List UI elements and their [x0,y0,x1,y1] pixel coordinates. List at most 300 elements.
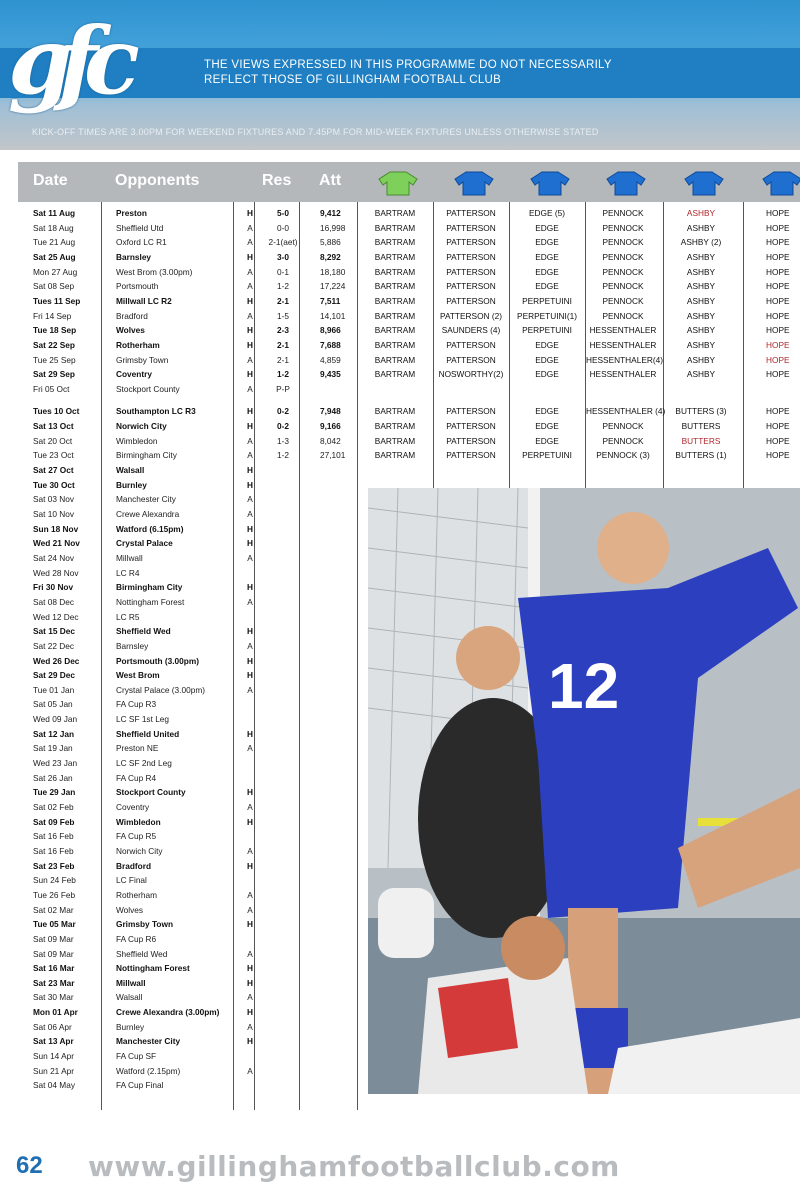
fixture-date: Sun 24 Feb [33,875,76,886]
fixture-venue: H [247,860,253,871]
fixture-attendance: 9,412 [320,208,341,218]
player-name: HOPE [766,339,790,350]
player-name: PENNOCK [602,295,644,306]
player-name: BUTTERS (1) [675,450,727,461]
player-name: ASHBY [686,339,716,350]
fixture-venue: A [247,743,253,754]
fixture-venue: H [247,787,253,798]
player-name: EDGE [535,406,559,417]
fixture-opponent: Sheffield Wed [116,948,168,959]
fixture-date: Sat 25 Aug [33,251,76,262]
fixture-date: Sun 18 Nov [33,523,79,534]
fixture-opponent: Manchester City [116,1036,181,1047]
fixture-opponent: Portsmouth (3.00pm) [116,655,199,666]
fixture-row [18,447,800,462]
fixture-date: Sat 05 Jan [33,699,73,710]
fixture-opponent: Barnsley [116,251,152,262]
outfield-shirt-icon [454,170,494,196]
fixture-venue: A [247,383,253,394]
fixture-result: 2-1 [277,339,289,350]
fixture-opponent: Crystal Palace [116,538,173,549]
fixture-opponent: Coventry [116,369,152,380]
player-name: HESSENTHALER [589,369,657,380]
fixture-date: Sun 14 Apr [33,1051,75,1062]
player-name: ASHBY [686,369,716,380]
fixture-date: Sat 13 Apr [33,1036,74,1047]
fixture-date: Sat 04 May [33,1080,75,1091]
fixture-date: Sat 13 Oct [33,421,74,432]
fixture-opponent: Bradford [116,860,152,871]
fixture-date: Wed 26 Dec [33,655,80,666]
player-name: PENNOCK [602,435,644,446]
fixture-opponent: Oxford LC R1 [116,237,167,248]
fixture-row [18,249,800,264]
fixture-venue: H [247,626,253,637]
fixture-opponent: FA Cup R3 [116,699,157,710]
fixture-result: 1-2 [277,450,289,461]
player-name: PERPETUINI [522,325,572,336]
fixture-opponent: Sheffield Wed [116,626,171,637]
player-name: BARTRAM [374,354,416,365]
fixture-opponent: Walsall [116,465,145,476]
player-name: HOPE [766,354,790,365]
fixture-date: Fri 30 Nov [33,582,74,593]
fixture-date: Sat 06 Apr [33,1021,72,1032]
fixture-venue: A [247,596,253,607]
fixture-opponent: FA Cup Final [116,1080,164,1091]
player-name: ASHBY [686,208,716,218]
player-name: HESSENTHALER(4) [586,354,663,365]
fixture-attendance: 18,180 [320,266,346,277]
fixture-date: Sat 16 Feb [33,831,74,842]
outfield-shirt-icon [606,170,646,196]
disclaimer-line-1: THE VIEWS EXPRESSED IN THIS PROGRAMME DO NOT NECESSARILY [204,59,612,71]
fixture-opponent: Norwich City [116,845,163,856]
player-name: EDGE [535,421,559,432]
fixture-date: Sat 09 Mar [33,948,74,959]
fixture-row [18,366,800,381]
fixture-opponent: Millwall [116,977,146,988]
player-name: PATTERSON [446,281,496,292]
fixture-opponent: FA Cup R4 [116,772,157,783]
player-name: BARTRAM [374,310,416,321]
fixture-venue: A [247,237,253,248]
fixture-result: 0-2 [277,406,289,417]
fixture-opponent: Norwich City [116,421,167,432]
fixture-venue: H [247,251,253,262]
player-name: BARTRAM [374,369,416,380]
player-name: EDGE [535,281,559,292]
player-name: ASHBY (2) [680,237,722,248]
fixture-result: 1-2 [277,369,289,380]
player-name: BARTRAM [374,339,416,350]
fixture-venue: H [247,406,253,417]
player-name: EDGE [535,435,559,446]
player-name: HOPE [766,421,790,432]
player-name: PATTERSON [446,251,496,262]
fixture-venue: H [247,1007,253,1018]
fixture-venue: H [247,339,253,350]
fixture-result: P-P [276,383,290,394]
player-name: ASHBY [686,281,716,292]
fixture-opponent: Millwall [116,552,143,563]
player-name: HOPE [766,435,790,446]
fixture-row [18,462,800,477]
player-name: BUTTERS (3) [675,406,727,417]
fixture-venue: H [247,977,253,988]
fixture-date: Sat 16 Mar [33,963,75,974]
fixture-date: Tue 23 Oct [33,450,74,461]
fixture-opponent: Watford (2.15pm) [116,1065,181,1076]
fixture-date: Tues 11 Sep [33,295,81,306]
fixture-venue: A [247,354,253,365]
fixture-venue: A [247,640,253,651]
fixture-result: 2-1 [277,354,289,365]
fixture-opponent: Crewe Alexandra (3.00pm) [116,1007,220,1018]
outfield-shirt-icon [762,170,800,196]
fixture-result: 1-3 [277,435,289,446]
fixture-venue: A [247,802,253,812]
fixture-venue: H [247,919,253,930]
fixture-date: Sun 21 Apr [33,1065,75,1076]
fixture-venue: A [247,1021,253,1032]
player-name: BUTTERS [681,435,721,446]
fixture-row [18,418,800,433]
fixture-venue: H [247,479,253,490]
fixture-result: 3-0 [277,251,289,262]
fixture-opponent: Bradford [116,310,148,321]
fixture-venue: A [247,845,253,856]
fixtures-table-header [18,162,800,202]
fixture-venue: H [247,325,253,336]
fixture-result: 1-5 [277,310,289,321]
fixture-venue: H [247,523,253,534]
fixture-opponent: Watford (6.15pm) [116,523,184,534]
player-name: HESSENTHALER [589,325,657,336]
player-name: PATTERSON [446,237,496,248]
fixture-venue: A [247,992,253,1003]
fixture-venue: A [247,222,253,233]
fixture-opponent: Birmingham City [116,450,177,461]
fixture-opponent: Millwall LC R2 [116,295,172,306]
player-name: PENNOCK [602,251,644,262]
fixture-attendance: 14,101 [320,310,346,321]
fixture-opponent: LC SF 1st Leg [116,714,170,725]
fixture-date: Sat 03 Nov [33,494,75,505]
player-name: HOPE [766,222,790,233]
fixture-opponent: Manchester City [116,494,176,505]
player-name: EDGE [535,237,559,248]
fixture-date: Sat 08 Dec [33,596,75,607]
fixture-opponent: Burnley [116,1021,145,1032]
fixture-date: Sat 08 Sep [33,281,75,292]
fixture-attendance: 7,688 [320,339,341,350]
player-name: PATTERSON [446,339,496,350]
player-name: EDGE (5) [529,208,565,218]
page-footer [0,1132,800,1204]
player-name: EDGE [535,369,559,380]
player-name: PENNOCK [602,222,644,233]
player-name: BARTRAM [374,295,416,306]
player-name: ASHBY [686,325,716,336]
match-photo [368,488,800,1094]
fixture-venue: H [247,1036,253,1047]
player-name: EDGE [535,354,559,365]
fixture-date: Sat 11 Aug [33,208,76,218]
disclaimer [204,58,624,88]
player-name: EDGE [535,251,559,262]
fixture-opponent: West Brom (3.00pm) [116,266,193,277]
player-name: BARTRAM [374,450,416,461]
website-url[interactable]: www.gillinghamfootballclub.com [88,1150,620,1183]
fixture-attendance: 17,224 [320,281,346,292]
player-name: EDGE [535,266,559,277]
fixture-date: Sat 02 Feb [33,802,74,812]
fixture-attendance: 16,998 [320,222,346,233]
player-name: ASHBY [686,266,716,277]
fixture-date: Sat 30 Mar [33,992,74,1003]
fixture-venue: A [247,450,253,461]
fixture-date: Mon 01 Apr [33,1007,78,1018]
fixture-venue: A [247,684,253,695]
fixture-venue: A [247,494,253,505]
player-name: HOPE [766,281,790,292]
fixture-opponent: Stockport County [116,787,186,798]
fixture-date: Tue 21 Aug [33,237,76,248]
fixture-result: 1-2 [277,281,289,292]
fixture-date: Sat 23 Mar [33,977,75,988]
fixture-date: Sat 27 Oct [33,465,74,476]
page-header [0,0,800,150]
player-name: ASHBY [686,222,716,233]
outfield-shirt-icon [684,170,724,196]
fixture-venue: A [247,281,253,292]
player-name: ASHBY [686,354,716,365]
player-name: BARTRAM [374,406,416,417]
fixture-venue: A [247,266,253,277]
fixture-opponent: LC SF 2nd Leg [116,758,172,769]
fixture-date: Wed 21 Nov [33,538,80,549]
fixture-date: Tue 18 Sep [33,325,77,336]
player-name: ASHBY [686,310,716,321]
player-name: HOPE [766,251,790,262]
fixture-opponent: Coventry [116,802,150,812]
player-name: PERPETUINI [522,450,572,461]
player-name: PATTERSON [446,406,496,417]
player-name: BARTRAM [374,208,416,218]
player-name: HOPE [766,369,790,380]
fixture-date: Sat 12 Jan [33,728,75,739]
fixture-opponent: Crystal Palace (3.00pm) [116,684,205,695]
fixture-attendance: 27,101 [320,450,346,461]
fixture-date: Tues 10 Oct [33,406,80,417]
player-name: EDGE [535,222,559,233]
fixture-result: 0-2 [277,421,289,432]
player-name: PENNOCK [602,310,644,321]
fixture-date: Sat 19 Jan [33,743,73,754]
fixture-date: Mon 27 Aug [33,266,78,277]
player-name: HOPE [766,266,790,277]
fixture-date: Sat 16 Feb [33,845,74,856]
player-name: NOSWORTHY(2) [438,369,504,380]
fixture-venue: H [247,728,253,739]
fixture-venue: H [247,670,253,681]
player-name: BARTRAM [374,266,416,277]
fixture-opponent: Grimsby Town [116,354,169,365]
fixture-opponent: Preston NE [116,743,159,754]
fixture-venue: H [247,295,253,306]
fixture-opponent: Sheffield Utd [116,222,164,233]
fixture-row [18,337,800,352]
fixture-venue: H [247,582,253,593]
player-name: PERPETUINI [522,295,572,306]
column-att: Att [319,172,342,189]
fixture-opponent: LC R5 [116,611,140,622]
fixture-opponent: Stockport County [116,383,180,394]
fixture-attendance: 9,166 [320,421,341,432]
fixture-date: Sat 22 Sep [33,339,75,350]
outfield-shirt-icon [530,170,570,196]
fixture-row [18,293,800,308]
player-name: PENNOCK [602,281,644,292]
player-name: BARTRAM [374,237,416,248]
page-number: 62 [16,1152,43,1179]
gfc-logo: gfc [8,7,126,115]
fixture-venue: A [247,552,253,563]
fixture-attendance: 4,859 [320,354,341,365]
fixture-attendance: 9,435 [320,369,341,380]
fixture-opponent: Portsmouth [116,281,159,292]
player-name: PATTERSON [446,354,496,365]
player-name: PENNOCK (3) [596,450,650,461]
fixture-venue: A [247,889,253,900]
fixture-opponent: Rotherham [116,339,160,350]
player-name: PENNOCK [602,237,644,248]
fixture-venue: A [247,948,253,959]
player-name: HOPE [766,208,790,218]
fixture-opponent: Wimbledon [116,435,158,446]
fixture-venue: H [247,538,253,549]
fixture-venue: H [247,208,253,218]
fixture-date: Sat 29 Dec [33,670,75,681]
player-name: HOPE [766,406,790,417]
player-name: HESSENTHALER (4) [586,406,666,417]
fixture-date: Sat 18 Aug [33,222,74,233]
fixture-opponent: Rotherham [116,889,158,900]
fixture-date: Fri 05 Oct [33,383,70,394]
fixture-date: Sat 02 Mar [33,904,74,915]
player-name: PATTERSON [446,421,496,432]
fixture-result: 2-3 [277,325,289,336]
fixture-venue: H [247,369,253,380]
fixture-attendance: 7,948 [320,406,341,417]
fixture-opponent: Sheffield United [116,728,180,739]
fixture-venue: A [247,435,253,446]
match-photo-illustration [368,488,800,1094]
fixture-date: Sat 09 Feb [33,816,75,827]
fixture-row [18,308,800,323]
fixture-date: Wed 23 Jan [33,758,78,769]
fixture-opponent: Birmingham City [116,582,183,593]
fixture-venue: A [247,1065,253,1076]
fixture-attendance: 8,042 [320,435,341,446]
fixture-row [18,278,800,293]
fixture-venue: H [247,465,253,476]
fixture-opponent: Burnley [116,479,147,490]
fixture-venue: H [247,963,253,974]
fixture-venue: A [247,310,253,321]
fixture-date: Sat 26 Jan [33,772,73,783]
player-name: BARTRAM [374,435,416,446]
column-opponents: Opponents [115,172,200,189]
fixture-attendance: 8,966 [320,325,341,336]
fixture-attendance: 8,292 [320,251,341,262]
player-name: SAUNDERS (4) [441,325,501,336]
fixture-opponent: LC R4 [116,567,140,578]
player-name: BARTRAM [374,421,416,432]
player-name: HOPE [766,295,790,306]
fixture-row [18,403,800,418]
fixture-opponent: Crewe Alexandra [116,509,180,519]
fixture-result: 0-0 [277,222,289,233]
player-name: BARTRAM [374,325,416,336]
fixture-attendance: 5,886 [320,237,341,248]
fixture-venue: A [247,509,253,519]
fixture-date: Tue 30 Oct [33,479,75,490]
fixture-date: Sat 10 Nov [33,509,75,519]
fixture-date: Tue 25 Sep [33,354,76,365]
player-name: PATTERSON [446,295,496,306]
player-name: HOPE [766,325,790,336]
fixture-result: 0-1 [277,266,289,277]
fixture-date: Wed 12 Dec [33,611,79,622]
disclaimer-line-2: REFLECT THOSE OF GILLINGHAM FOOTBALL CLUB [204,74,502,86]
fixture-date: Sat 22 Dec [33,640,75,651]
fixture-date: Tue 26 Feb [33,889,76,900]
fixture-row [18,234,800,249]
fixture-venue: A [247,904,253,915]
fixture-row [18,352,800,367]
fixture-attendance: 7,511 [320,295,341,306]
player-name: PATTERSON [446,222,496,233]
fixture-opponent: FA Cup SF [116,1051,157,1062]
fixture-opponent: Nottingham Forest [116,963,190,974]
fixture-opponent: Wimbledon [116,816,161,827]
player-name: BARTRAM [374,281,416,292]
fixture-opponent: Walsall [116,992,143,1003]
fixture-date: Sat 09 Mar [33,933,74,944]
fixture-venue: H [247,421,253,432]
player-name: BUTTERS [681,421,721,432]
fixture-row [18,322,800,337]
fixture-row [18,264,800,279]
fixture-result: 2-1(aet) [268,237,298,248]
fixture-opponent: FA Cup R6 [116,933,157,944]
player-name: HOPE [766,450,790,461]
fixture-date: Sat 24 Nov [33,552,75,563]
fixture-result: 5-0 [277,208,289,218]
fixture-row [18,433,800,448]
player-name: PENNOCK [602,266,644,277]
fixture-date: Wed 28 Nov [33,567,79,578]
player-name: ASHBY [686,295,716,306]
player-name: ASHBY [686,251,716,262]
fixture-opponent: Wolves [116,904,144,915]
player-name: BARTRAM [374,222,416,233]
fixture-venue: H [247,816,253,827]
player-name: BARTRAM [374,251,416,262]
fixture-date: Sat 20 Oct [33,435,73,446]
